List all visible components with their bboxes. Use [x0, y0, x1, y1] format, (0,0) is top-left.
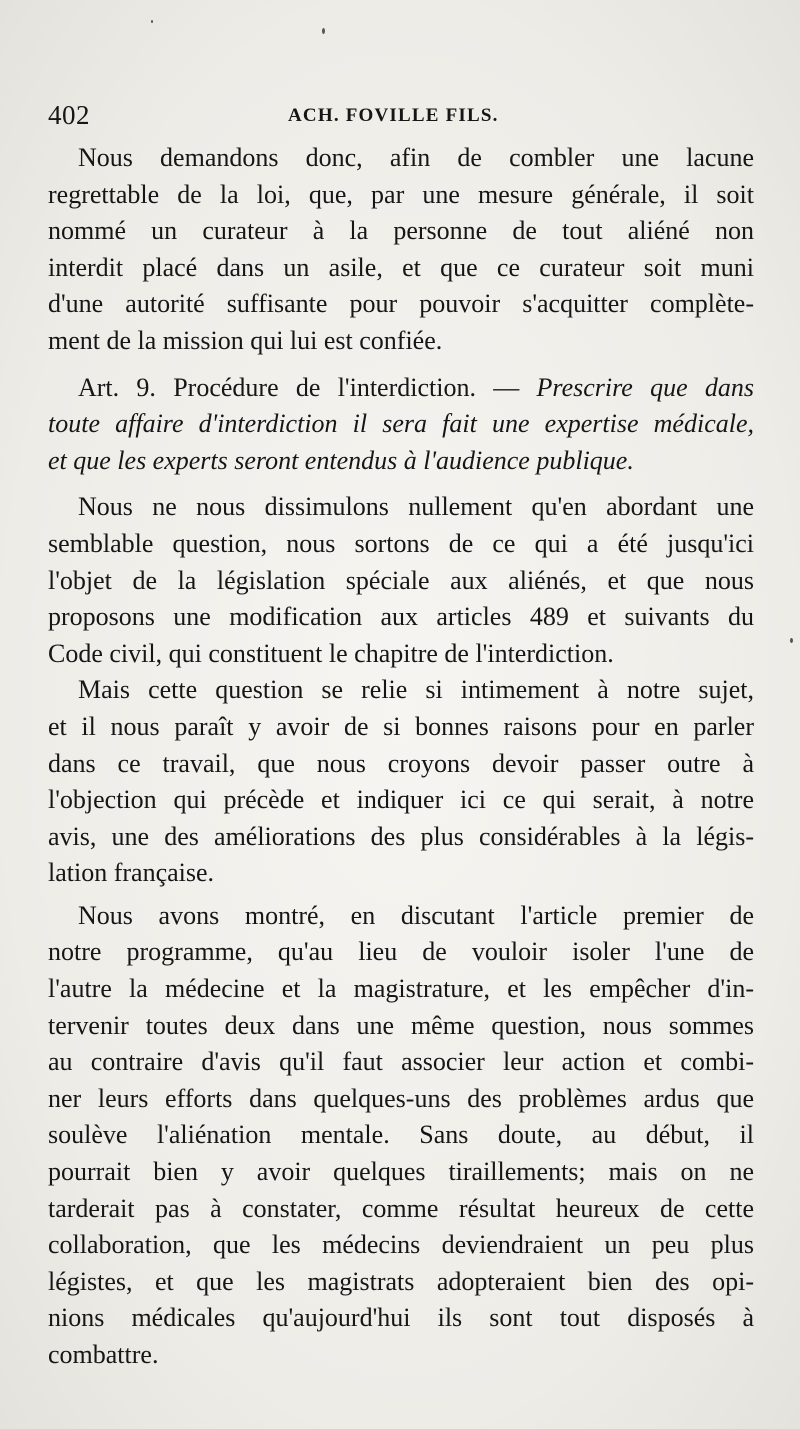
- paragraph-5: [48, 898, 754, 1374]
- text-line: d'une autorité suffisante pour pouvoir s'acquitter complète-: [48, 289, 754, 319]
- text-line: soulève l'aliénation mentale. Sans doute, au début, il: [48, 1120, 754, 1150]
- text-line: l'objet de la législation spéciale aux aliénés, et que nous: [48, 565, 754, 595]
- text-line: ment de la mission qui lui est confiée.: [48, 325, 443, 355]
- text-line: Nous demandons donc, afin de combler une lacune: [78, 143, 754, 172]
- running-title: ACH. FOVILLE FILS.: [288, 105, 499, 126]
- text-line: pourrait bien y avoir quelques tiraillements; mais on ne: [48, 1157, 754, 1187]
- article-heading-line: [48, 370, 754, 407]
- text-line: tervenir toutes deux dans une même question, nous sommes: [48, 1010, 754, 1040]
- scan-speck: [151, 20, 153, 23]
- scan-speck: [790, 638, 793, 643]
- text-line: et il nous paraît y avoir de si bonnes raisons pour en parler: [48, 711, 754, 741]
- text-line: notre programme, qu'au lieu de vouloir isoler l'une de: [48, 937, 754, 967]
- text-line: l'objection qui précède et indiquer ici ce qui serait, à notre: [48, 785, 754, 815]
- text-line: regrettable de la loi, que, par une mesure générale, il soit: [48, 179, 754, 209]
- paragraph-1: [48, 140, 754, 360]
- text-line: combattre.: [48, 1340, 159, 1369]
- article-9: [48, 370, 754, 480]
- article-proposal-line: toute affaire d'interdiction il sera fait une expertise médicale,: [48, 409, 754, 439]
- text-line: collaboration, que les médecins deviendraient un peu plus: [48, 1230, 754, 1260]
- text-line: ner leurs efforts dans quelques-uns des problèmes ardus que: [48, 1083, 754, 1113]
- article-heading: Art. 9. Procédure de l'interdiction. —: [78, 372, 520, 402]
- text-line: tarderait pas à constater, comme résultat heureux de cette: [48, 1193, 754, 1223]
- text-line: Nous ne nous dissimulons nullement qu'en abordant une: [78, 492, 754, 522]
- text-line: avis, une des améliorations des plus considérables à la légis-: [48, 821, 754, 851]
- text-line: Nous avons montré, en discutant l'article premier de: [78, 900, 754, 930]
- scan-speck: [322, 28, 325, 34]
- text-line: légistes, et que les magistrats adopteraient bien des opi-: [48, 1266, 754, 1296]
- paragraph-3: [48, 489, 754, 672]
- paragraph-4: [48, 672, 754, 892]
- page-number: 402: [48, 100, 90, 130]
- text-line: l'autre la médecine et la magistrature, et les empêcher d'in-: [48, 974, 754, 1004]
- article-proposal-start: Prescrire que dans: [536, 372, 755, 402]
- text-line: nions médicales qu'aujourd'hui ils sont tout disposés à: [48, 1303, 754, 1333]
- page-header: [48, 100, 754, 140]
- text-line: interdit placé dans un asile, et que ce curateur soit muni: [48, 252, 754, 282]
- text-line: Mais cette question se relie si intimement à notre sujet,: [78, 675, 754, 705]
- text-line: Code civil, qui constituent le chapitre de l'interdiction.: [48, 638, 614, 668]
- text-line: lation française.: [48, 858, 215, 888]
- article-proposal-line: et que les experts seront entendus à l'audience publique.: [48, 445, 634, 475]
- text-line: au contraire d'avis qu'il faut associer leur action et combi-: [48, 1047, 754, 1077]
- text-line: nommé un curateur à la personne de tout aliéné non: [48, 216, 754, 246]
- text-line: proposons une modification aux articles 489 et suivants du: [48, 602, 754, 632]
- text-line: dans ce travail, que nous croyons devoir passer outre à: [48, 748, 754, 778]
- body-text: [48, 140, 754, 1374]
- text-line: semblable question, nous sortons de ce qui a été jusqu'ici: [48, 528, 754, 558]
